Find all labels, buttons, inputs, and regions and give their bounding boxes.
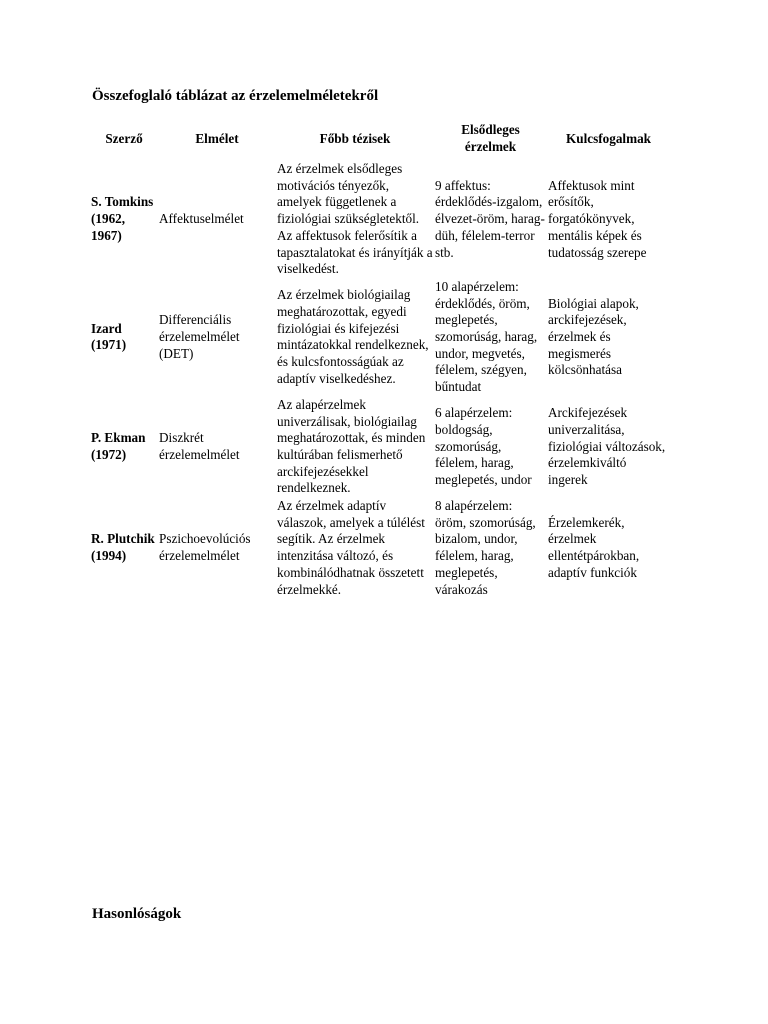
emotion-theories-table: [90, 120, 670, 599]
cell-theory: Affektuselmélet: [159, 211, 244, 227]
cell-theory: Differenciális érzelemelmélet (DET): [159, 312, 240, 361]
cell-primary-emotions: 8 alapérzelem: öröm, szomorúság, bizalom, undor, félelem, harag, meglepetés, várakozás: [435, 498, 536, 597]
cell-theses: Az érzelmek elsődleges motivációs tényezők, amelyek függetlenek a fiziológiai szükségletektől. Az affektusok felerősítik a tapasztalatokat és irányítják a viselkedést.: [277, 161, 433, 277]
table-row: [90, 498, 670, 599]
cell-author: R. Plutchik (1994): [91, 531, 155, 564]
cell-theory: Diszkrét érzelemelmélet: [159, 430, 240, 462]
cell-theses: Az érzelmek biológiailag meghatározottak, egyedi fiziológiai és kifejezési mintázatokkal rendelkeznek, és kulcsfontosságúak az adaptív viselkedéshez.: [277, 287, 429, 386]
table-header-row: [90, 120, 670, 161]
cell-primary-emotions: 9 affektus: érdeklődés-izgalom, élvezet-öröm, harag-düh, félelem-terror stb.: [435, 177, 545, 260]
cell-key-concepts: Érzelemkerék, érzelmek ellentétpárokban, adaptív funkciók: [548, 514, 640, 580]
cell-theory: Pszichoevolúciós érzelemelmélet: [159, 531, 251, 564]
header-author: Szerző: [105, 130, 143, 146]
cell-author: P. Ekman (1972): [91, 430, 146, 462]
cell-author: Izard (1971): [91, 320, 127, 353]
page-title: Összefoglaló táblázat az érzelemelméletekről: [92, 88, 379, 104]
cell-primary-emotions: 6 alapérzelem: boldogság, szomorúság, félelem, harag, meglepetés, undor: [435, 405, 532, 487]
table-row: [90, 161, 670, 279]
cell-theses: Az alapérzelmek univerzálisak, biológiailag meghatározottak, és minden kultúrában felismerhető arckifejezésekkel rendelkeznek.: [277, 396, 426, 496]
header-theory: Elmélet: [195, 130, 239, 146]
cell-key-concepts: Affektusok mint erősítők, forgatókönyvek, mentális képek és tudatosság szerepe: [548, 177, 647, 260]
cell-key-concepts: Arckifejezések univerzalitása, fiziológiai változások, érzelemkiváltó ingerek: [548, 405, 666, 487]
header-primary-emotions: Elsődleges érzelmek: [461, 122, 520, 154]
table-row: [90, 279, 670, 397]
cell-primary-emotions: 10 alapérzelem: érdeklődés, öröm, meglepetés, szomorúság, harag, undor, megvetés, félelem, szégyen, bűntudat: [435, 278, 538, 395]
header-key-concepts: Kulcsfogalmak: [566, 130, 651, 146]
cell-theses: Az érzelmek adaptív válaszok, amelyek a túlélést segítik. Az érzelmek intenzitása változó, és kombinálódhatnak összetett érzelmekké.: [277, 498, 425, 597]
table-row: [90, 397, 670, 498]
cell-key-concepts: Biológiai alapok, arckifejezések, érzelmek és megismerés kölcsönhatása: [548, 295, 639, 378]
cell-author: S. Tomkins (1962, 1967): [91, 194, 154, 243]
header-theses: Főbb tézisek: [319, 130, 391, 146]
section-heading-similarities: Hasonlóságok: [92, 906, 182, 922]
